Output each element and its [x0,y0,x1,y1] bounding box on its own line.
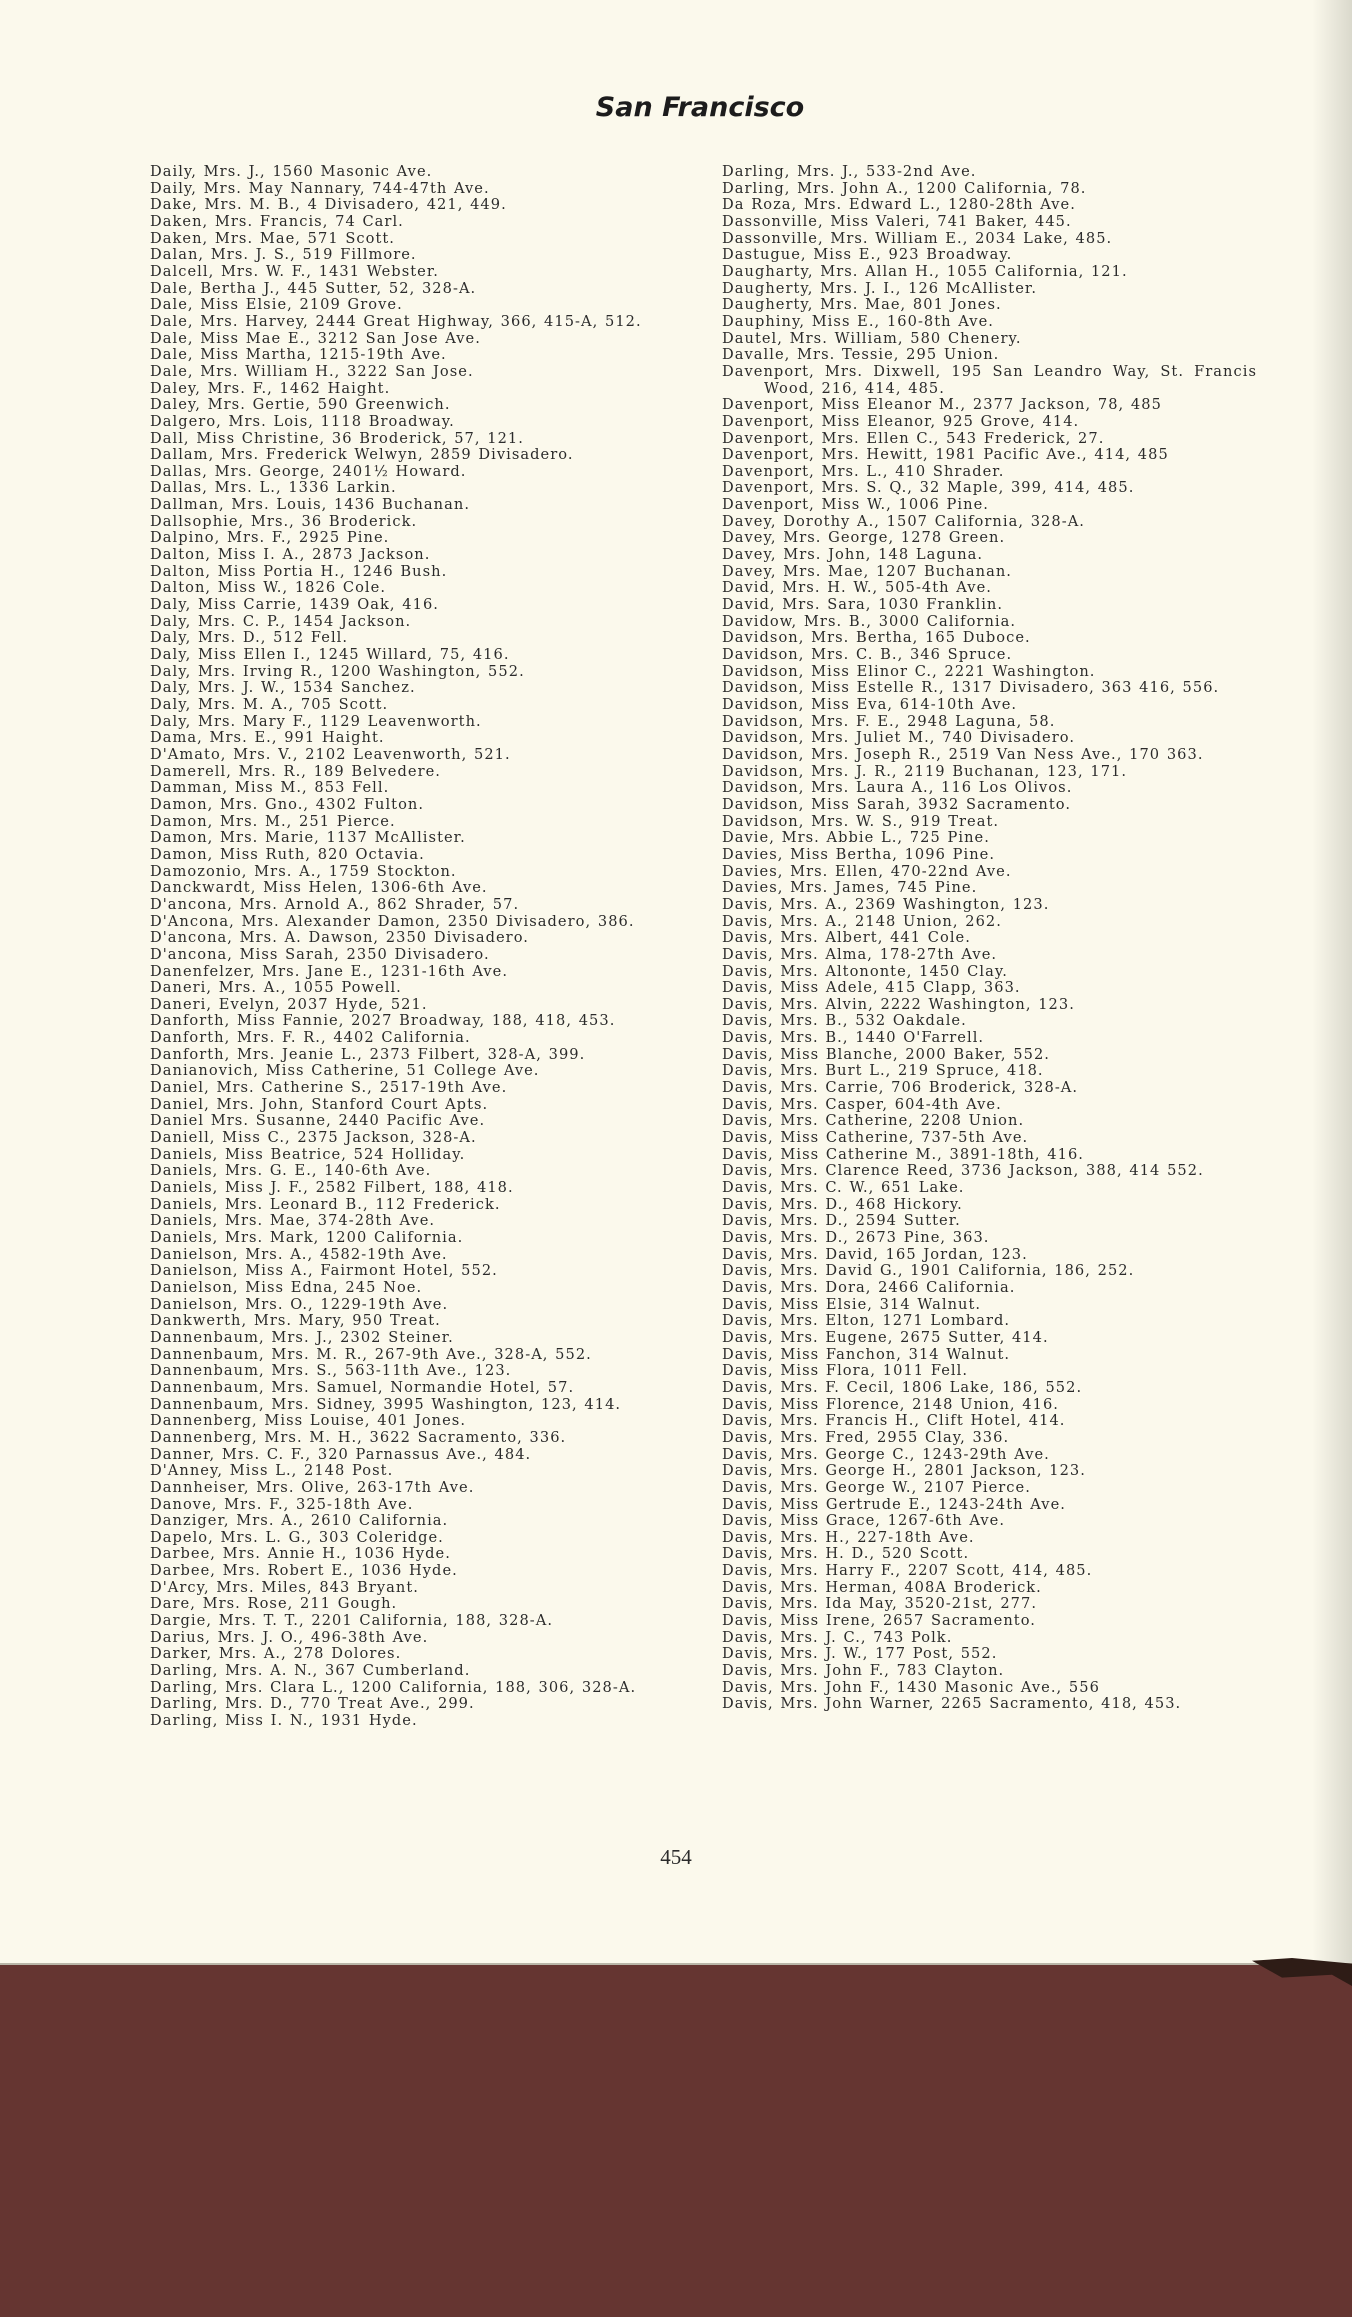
directory-entry: Dall, Miss Christine, 36 Broderick, 57, 121. [150,429,524,447]
directory-entry: Dassonville, Mrs. William E., 2034 Lake, 485. [722,229,1113,247]
directory-entry: Dake, Mrs. M. B., 4 Divisadero, 421, 449. [150,196,507,214]
directory-entry: Dalgero, Mrs. Lois, 1118 Broadway. [150,412,455,430]
directory-entry: D'Arcy, Mrs. Miles, 843 Bryant. [150,1578,419,1596]
directory-entry: Davis, Miss Florence, 2148 Union, 416. [722,1395,1059,1413]
directory-entry: Davis, Mrs. F. Cecil, 1806 Lake, 186, 552. [722,1378,1083,1396]
directory-entry: Davis, Mrs. George H., 2801 Jackson, 123. [722,1462,1086,1480]
directory-entry: Davidow, Mrs. B., 3000 California. [722,612,1017,630]
page-number: 454 [660,1845,692,1869]
directory-entry: Darling, Mrs. John A., 1200 California, 78. [722,179,1087,197]
directory-entry: Davis, Mrs. Burt L., 219 Spruce, 418. [722,1062,1044,1080]
directory-entry: Davis, Mrs. Carrie, 706 Broderick, 328-A. [722,1079,1079,1097]
directory-entry: Dassonville, Miss Valeri, 741 Baker, 445. [722,212,1072,230]
directory-entry: Davis, Mrs. Eugene, 2675 Sutter, 414. [722,1328,1049,1346]
directory-entry: Darling, Mrs. J., 533-2nd Ave. [722,163,977,180]
directory-entry: Danziger, Mrs. A., 2610 California. [150,1512,449,1530]
directory-entry: Davidson, Mrs. Joseph R., 2519 Van Ness Ave., 170 363. [722,745,1204,763]
directory-entry: Danielson, Miss A., Fairmont Hotel, 552. [150,1262,498,1280]
directory-entry: Darling, Mrs. D., 770 Treat Ave., 299. [150,1695,475,1713]
directory-column-right [722,164,1257,1713]
directory-entry: Davidson, Mrs. W. S., 919 Treat. [722,812,1000,830]
directory-entry: Davis, Mrs. Dora, 2466 California. [722,1278,1016,1296]
directory-entry: Daniell, Miss C., 2375 Jackson, 328-A. [150,1129,477,1147]
directory-entry: Davis, Mrs. Albert, 441 Cole. [722,929,971,947]
directory-entry: Davis, Mrs. J. W., 177 Post, 552. [722,1645,998,1663]
directory-entry: Davis, Mrs. George W., 2107 Pierce. [722,1478,1031,1496]
directory-entry: Daken, Mrs. Francis, 74 Carl. [150,212,404,230]
directory-entry: Dalton, Miss I. A., 2873 Jackson. [150,546,431,564]
directory-entry: Daily, Mrs. J., 1560 Masonic Ave. [150,163,433,180]
directory-entry: Dallam, Mrs. Frederick Welwyn, 2859 Divisadero. [150,446,574,464]
directory-entry: Davidson, Miss Estelle R., 1317 Divisadero, 363 416, 556. [722,679,1220,697]
directory-entry: Davis, Miss Catherine M., 3891-18th, 416. [722,1145,1084,1163]
directory-entry: Davis, Mrs. Catherine, 2208 Union. [722,1112,1025,1130]
directory-entry: Davies, Mrs. Ellen, 470-22nd Ave. [722,862,1012,880]
directory-entry: Daly, Mrs. Mary F., 1129 Leavenworth. [150,712,482,730]
directory-entry: Davis, Mrs. H., 227-18th Ave. [722,1528,975,1546]
directory-entry: Dannenbaum, Mrs. Sidney, 3995 Washington, 123, 414. [150,1395,622,1413]
directory-entry: Dauphiny, Miss E., 160-8th Ave. [722,312,994,330]
directory-entry: Davis, Miss Grace, 1267-6th Ave. [722,1512,1006,1530]
directory-entry: Davidson, Mrs. Laura A., 116 Los Olivos. [722,779,1073,797]
directory-entry: Davenport, Mrs. L., 410 Shrader. [722,462,1005,480]
directory-entry: Dale, Miss Mae E., 3212 San Jose Ave. [150,329,481,347]
directory-entry: Dapelo, Mrs. L. G., 303 Coleridge. [150,1528,444,1546]
directory-entry: Davenport, Miss W., 1006 Pine. [722,496,989,514]
directory-entry: Davis, Mrs. B., 1440 O'Farrell. [722,1029,985,1047]
directory-entry: Dallman, Mrs. Louis, 1436 Buchanan. [150,496,471,514]
directory-entry: Dalcell, Mrs. W. F., 1431 Webster. [150,262,439,280]
directory-entry: Dankwerth, Mrs. Mary, 950 Treat. [150,1312,441,1330]
directory-entry: Davalle, Mrs. Tessie, 295 Union. [722,346,1000,364]
directory-entry: Darling, Mrs. Clara L., 1200 California, 188, 306, 328-A. [150,1678,637,1696]
directory-entry: Daly, Mrs. C. P., 1454 Jackson. [150,612,412,630]
page-title: San Francisco [595,92,805,123]
directory-entry: Davis, Miss Adele, 415 Clapp, 363. [722,979,1021,997]
directory-entry: Danielson, Miss Edna, 245 Noe. [150,1278,423,1296]
directory-entry: Dalan, Mrs. J. S., 519 Fillmore. [150,246,417,264]
directory-entry: Danforth, Miss Fannie, 2027 Broadway, 188, 418, 453. [150,1012,616,1030]
directory-entry: Davis, Mrs. J. C., 743 Polk. [722,1628,953,1646]
directory-entry: Danielson, Mrs. A., 4582-19th Ave. [150,1245,448,1263]
directory-entry: Davidson, Mrs. Bertha, 165 Duboce. [722,629,1031,647]
directory-entry: D'Ancona, Mrs. Alexander Damon, 2350 Divisadero, 386. [150,912,635,930]
directory-entry: Davidson, Miss Elinor C., 2221 Washington. [722,662,1096,680]
directory-entry: Darbee, Mrs. Robert E., 1036 Hyde. [150,1562,458,1580]
directory-entry: D'ancona, Mrs. Arnold A., 862 Shrader, 57. [150,895,520,913]
directory-entry: Daniel Mrs. Susanne, 2440 Pacific Ave. [150,1112,486,1130]
directory-entry: Davis, Miss Blanche, 2000 Baker, 552. [722,1045,1050,1063]
directory-entry: Davenport, Miss Eleanor M., 2377 Jackson, 78, 485 [722,396,1162,414]
directory-entry: Davis, Mrs. D., 2594 Sutter. [722,1212,961,1230]
directory-entry: Davenport, Mrs. Hewitt, 1981 Pacific Ave., 414, 485 [722,446,1169,464]
directory-column-left [150,164,682,1730]
directory-entry: Davis, Mrs. Harry F., 2207 Scott, 414, 485. [722,1562,1093,1580]
directory-entry: Damman, Miss M., 853 Fell. [150,779,390,797]
directory-entry: Dautel, Mrs. William, 580 Chenery. [722,329,1022,347]
directory-entry: Davey, Mrs. George, 1278 Green. [722,529,1006,547]
directory-entry: Davidson, Mrs. Juliet M., 740 Divisadero. [722,729,1076,747]
directory-entry: Dallas, Mrs. L., 1336 Larkin. [150,479,397,497]
directory-entry: Danckwardt, Miss Helen, 1306-6th Ave. [150,879,488,897]
directory-entry: Dalton, Miss Portia H., 1246 Bush. [150,562,448,580]
directory-entry: Damon, Miss Ruth, 820 Octavia. [150,845,425,863]
directory-entry: Davis, Mrs. Clarence Reed, 3736 Jackson, 388, 414 552. [722,1162,1204,1180]
directory-entry: Dale, Miss Elsie, 2109 Grove. [150,296,403,314]
directory-entry: Daniels, Mrs. Mae, 374-28th Ave. [150,1212,436,1230]
directory-entry: Dale, Mrs. Harvey, 2444 Great Highway, 366, 415-A, 512. [150,312,642,330]
directory-entry: D'ancona, Mrs. A. Dawson, 2350 Divisadero. [150,929,529,947]
directory-entry: Daniels, Miss Beatrice, 524 Holliday. [150,1145,466,1163]
directory-entry: Davis, Miss Gertrude E., 1243-24th Ave. [722,1495,1066,1513]
directory-entry: Daugharty, Mrs. Allan H., 1055 California, 121. [722,262,1128,280]
directory-entry: Davis, Mrs. David, 165 Jordan, 123. [722,1245,1028,1263]
directory-entry: Dale, Miss Martha, 1215-19th Ave. [150,346,447,364]
directory-entry: Davidson, Mrs. C. B., 346 Spruce. [722,646,1013,664]
directory-entry: Daken, Mrs. Mae, 571 Scott. [150,229,395,247]
directory-entry: Damozonio, Mrs. A., 1759 Stockton. [150,862,457,880]
directory-entry: Danforth, Mrs. Jeanie L., 2373 Filbert, 328-A, 399. [150,1045,586,1063]
directory-entry: Daly, Mrs. Irving R., 1200 Washington, 552. [150,662,525,680]
directory-entry: Davis, Mrs. Alma, 178-27th Ave. [722,945,998,963]
directory-entry: Danove, Mrs. F., 325-18th Ave. [150,1495,414,1513]
directory-entry: Davis, Mrs. Francis H., Clift Hotel, 414. [722,1412,1066,1430]
directory-entry: Davis, Miss Irene, 2657 Sacramento. [722,1612,1036,1630]
directory-entry: Davis, Mrs. Elton, 1271 Lombard. [722,1312,1011,1330]
directory-entry: Davis, Mrs. John F., 1430 Masonic Ave., 556 [722,1678,1100,1696]
directory-entry: Davis, Mrs. George C., 1243-29th Ave. [722,1445,1050,1463]
directory-entry: Dalton, Miss W., 1826 Cole. [150,579,387,597]
directory-entry: Danforth, Mrs. F. R., 4402 California. [150,1029,471,1047]
directory-entry: Davey, Dorothy A., 1507 California, 328-A. [722,512,1085,530]
directory-entry: Davenport, Mrs. S. Q., 32 Maple, 399, 414, 485. [722,479,1135,497]
directory-entry: Dargie, Mrs. T. T., 2201 California, 188, 328-A. [150,1612,554,1630]
directory-entry: Daugherty, Mrs. J. I., 126 McAllister. [722,279,1038,297]
directory-entry: Daniels, Mrs. Mark, 1200 California. [150,1229,464,1246]
directory-entry: Davie, Mrs. Abbie L., 725 Pine. [722,829,990,847]
directory-entry: Davis, Mrs. Ida May, 3520-21st, 277. [722,1595,1038,1613]
directory-entry: Dallas, Mrs. George, 2401½ Howard. [150,462,467,480]
directory-entry: Dannenbaum, Mrs. M. R., 267-9th Ave., 328-A, 552. [150,1345,592,1363]
directory-entry: Dannenberg, Mrs. M. H., 3622 Sacramento, 336. [150,1428,567,1446]
directory-entry: Davis, Mrs. Alvin, 2222 Washington, 123. [722,995,1075,1013]
directory-entry: Daugherty, Mrs. Mae, 801 Jones. [722,296,1002,314]
directory-entry: Davis, Mrs. Casper, 604-4th Ave. [722,1095,1002,1113]
directory-entry: Davidson, Mrs. J. R., 2119 Buchanan, 123, 171. [722,762,1128,780]
directory-entry: Damon, Mrs. Gno., 4302 Fulton. [150,795,425,813]
directory-entry: Davey, Mrs. Mae, 1207 Buchanan. [722,562,1012,580]
directory-entry: Davis, Mrs. A., 2369 Washington, 123. [722,895,1050,913]
directory-entry: Daly, Mrs. J. W., 1534 Sanchez. [150,679,416,697]
directory-entry: Davis, Mrs. John F., 783 Clayton. [722,1662,1005,1680]
directory-entry: Danielson, Mrs. O., 1229-19th Ave. [150,1295,449,1313]
directory-entry: Danenfelzer, Mrs. Jane E., 1231-16th Ave. [150,962,509,980]
directory-entry: Daneri, Evelyn, 2037 Hyde, 521. [150,995,428,1013]
directory-entry: Da Roza, Mrs. Edward L., 1280-28th Ave. [722,196,1076,214]
directory-entry: Davis, Miss Catherine, 737-5th Ave. [722,1129,1029,1147]
directory-entry: Daneri, Mrs. A., 1055 Powell. [150,979,402,997]
directory-entry: Dare, Mrs. Rose, 211 Gough. [150,1595,398,1613]
directory-entry: Daly, Mrs. M. A., 705 Scott. [150,696,389,713]
directory-entry: Daley, Mrs. Gertie, 590 Greenwich. [150,396,451,414]
directory-entry: D'Amato, Mrs. V., 2102 Leavenworth, 521. [150,745,511,763]
directory-entry: David, Mrs. Sara, 1030 Franklin. [722,596,1004,614]
directory-entry: Damon, Mrs. M., 251 Pierce. [150,812,396,830]
directory-entry: Davis, Miss Elsie, 314 Walnut. [722,1295,982,1313]
directory-entry: Daniel, Mrs. Catherine S., 2517-19th Ave. [150,1079,508,1097]
directory-entry: Dama, Mrs. E., 991 Haight. [150,729,385,747]
directory-entry: David, Mrs. H. W., 505-4th Ave. [722,579,992,597]
directory-entry: Davis, Miss Flora, 1011 Fell. [722,1362,969,1380]
directory-entry: Davis, Mrs. Fred, 2955 Clay, 336. [722,1428,1010,1446]
directory-entry: Davis, Mrs. David G., 1901 California, 186, 252. [722,1262,1135,1280]
directory-entry: Davey, Mrs. John, 148 Laguna. [722,546,984,564]
directory-entry: Davies, Mrs. James, 745 Pine. [722,879,978,897]
directory-entry: Dannenbaum, Mrs. Samuel, Normandie Hotel, 57. [150,1378,575,1396]
directory-entry: Danianovich, Miss Catherine, 51 College Ave. [150,1062,540,1080]
directory-entry: D'Anney, Miss L., 2148 Post. [150,1462,394,1480]
directory-entry: Daly, Mrs. D., 512 Fell. [150,629,349,647]
directory-entry: Davidson, Miss Eva, 614-10th Ave. [722,696,1018,713]
directory-entry: Davis, Mrs. B., 532 Oakdale. [722,1012,967,1030]
directory-entry: Davis, Mrs. Altononte, 1450 Clay. [722,962,1008,980]
directory-entry: Davis, Mrs. A., 2148 Union, 262. [722,912,1002,930]
directory-entry: Damon, Mrs. Marie, 1137 McAllister. [150,829,466,847]
directory-entry: Dannenbaum, Mrs. J., 2302 Steiner. [150,1328,454,1346]
directory-entry: Davis, Miss Fanchon, 314 Walnut. [722,1345,1011,1363]
directory-entry: Dannheiser, Mrs. Olive, 263-17th Ave. [150,1478,475,1496]
directory-entry: Daly, Miss Carrie, 1439 Oak, 416. [150,596,439,614]
directory-entry: Daniel, Mrs. John, Stanford Court Apts. [150,1095,489,1113]
directory-entry: Darbee, Mrs. Annie H., 1036 Hyde. [150,1545,451,1563]
directory-entry: Davis, Mrs. D., 468 Hickory. [722,1195,963,1213]
directory-entry: Davis, Mrs. C. W., 651 Lake. [722,1179,965,1197]
directory-entry: Dale, Mrs. William H., 3222 San Jose. [150,362,474,380]
directory-entry: Darker, Mrs. A., 278 Dolores. [150,1645,402,1663]
directory-entry: Damerell, Mrs. R., 189 Belvedere. [150,762,441,780]
directory-entry: Dalpino, Mrs. F., 2925 Pine. [150,529,390,547]
directory-entry: Davies, Miss Bertha, 1096 Pine. [722,845,996,863]
directory-entry: Davis, Mrs. D., 2673 Pine, 363. [722,1229,990,1246]
directory-entry: Dannenberg, Miss Louise, 401 Jones. [150,1412,467,1430]
directory-entry: Darius, Mrs. J. O., 496-38th Ave. [150,1628,429,1646]
directory-entry: Daily, Mrs. May Nannary, 744-47th Ave. [150,179,490,197]
directory-entry: Daniels, Mrs. Leonard B., 112 Frederick. [150,1195,501,1213]
directory-entry: Davis, Mrs. Herman, 408A Broderick. [722,1578,1042,1596]
directory-entry: Davenport, Miss Eleanor, 925 Grove, 414. [722,412,1080,430]
directory-entry: Dannenbaum, Mrs. S., 563-11th Ave., 123. [150,1362,512,1380]
directory-entry: D'ancona, Miss Sarah, 2350 Divisadero. [150,945,490,963]
directory-entry: Daly, Miss Ellen I., 1245 Willard, 75, 416. [150,646,510,664]
directory-entry: Daley, Mrs. F., 1462 Haight. [150,379,391,397]
directory-entry: Danner, Mrs. C. F., 320 Parnassus Ave., 484. [150,1445,532,1463]
directory-entry: Daniels, Miss J. F., 2582 Filbert, 188, 418. [150,1179,514,1197]
directory-entry: Dallsophie, Mrs., 36 Broderick. [150,512,418,530]
directory-entry: Dale, Bertha J., 445 Sutter, 52, 328-A. [150,279,477,297]
directory-entry: Davenport, Mrs. Dixwell, 195 San Leandro Way, St. Francis Wood, 216, 414, 485. [722,362,1257,397]
directory-entry: Davidson, Mrs. F. E., 2948 Laguna, 58. [722,712,1056,730]
directory-entry: Dastugue, Miss E., 923 Broadway. [722,246,1013,264]
directory-entry: Davenport, Mrs. Ellen C., 543 Frederick, 27. [722,429,1105,447]
directory-entry: Daniels, Mrs. G. E., 140-6th Ave. [150,1162,432,1180]
directory-entry: Darling, Mrs. A. N., 367 Cumberland. [150,1662,471,1680]
directory-entry: Darling, Miss I. N., 1931 Hyde. [150,1712,418,1730]
directory-entry: Davis, Mrs. H. D., 520 Scott. [722,1545,970,1563]
directory-entry: Davidson, Miss Sarah, 3932 Sacramento. [722,795,1072,813]
directory-entry: Davis, Mrs. John Warner, 2265 Sacramento, 418, 453. [722,1695,1182,1713]
